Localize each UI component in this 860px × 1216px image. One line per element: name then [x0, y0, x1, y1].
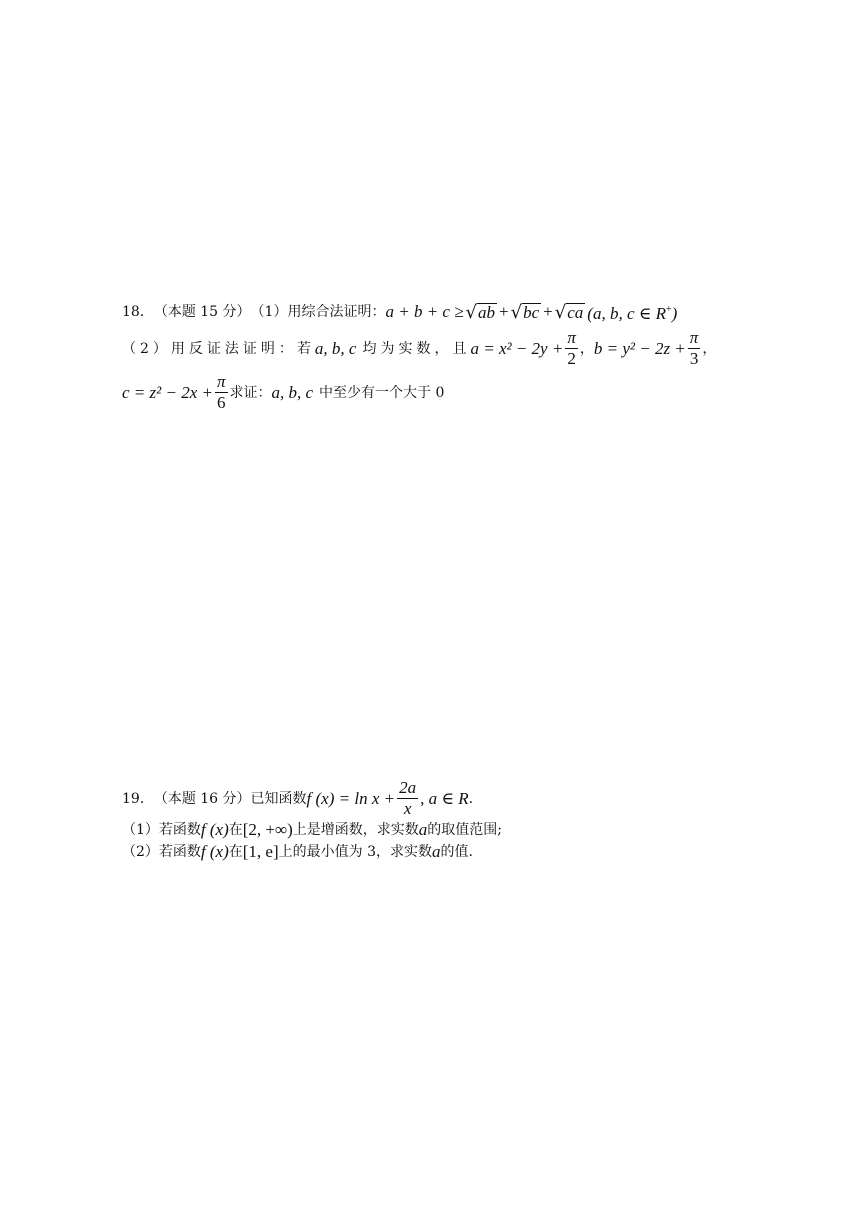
- q19-func-tail: , a ∈ R: [420, 788, 469, 808]
- q18-part1-prefix: （1）用综合法证明：: [250, 304, 386, 320]
- q19-p2-interval: [1, e]: [242, 842, 279, 861]
- q19-line2: [122, 820, 502, 840]
- q19-p2-mid: 上的最小值为 3，求实数: [278, 844, 432, 860]
- q19-score: （本题 16 分）: [153, 790, 251, 807]
- q19-p1-interval: [2, +∞): [242, 820, 293, 839]
- eq-b-lhs: b = y² − 2z +: [593, 338, 686, 358]
- q18-part2-mid: 均为实数，且: [362, 340, 471, 357]
- q18-line1: [122, 300, 677, 324]
- q19-line3: [122, 842, 473, 862]
- q18-end: 中至少有一个大于 0: [319, 384, 445, 401]
- q19-p2-f: f (x): [200, 842, 229, 861]
- q19-intro: 已知函数: [250, 790, 307, 807]
- q19-p1-end: 的取值范围;: [427, 822, 503, 838]
- q18-condition: (a, b, c ∈ R+): [587, 304, 678, 323]
- sqrt-ca: √ ca: [554, 301, 584, 323]
- q18-part2-prefix: （2）用反证法证明：若: [122, 340, 315, 357]
- q19-number: 19．: [122, 790, 154, 807]
- q19-func-lhs: f (x) = ln x +: [306, 788, 396, 808]
- q19-p1-prefix: （1）若函数: [122, 822, 201, 838]
- plus-1: +: [499, 302, 509, 321]
- q18-vars2: a, b, c: [271, 382, 314, 402]
- eq-c-frac: $\frac{\pi}{6}$: [216, 372, 226, 412]
- q19-p1-in: 在: [228, 822, 243, 838]
- q18-part1-lhs: a + b + c ≥: [385, 302, 464, 321]
- q19-p2-in: 在: [228, 844, 243, 860]
- q19-p1-mid: 上是增函数，求实数: [292, 822, 419, 838]
- q19-p2-a: a: [432, 842, 441, 861]
- q19-p2-prefix: （2）若函数: [122, 844, 201, 860]
- q18-number: 18．: [122, 304, 154, 320]
- q19-line1: [122, 778, 483, 819]
- q18-score: （本题 15 分）: [153, 304, 251, 320]
- eq-c-lhs: c = z² − 2x +: [122, 382, 213, 402]
- q18-line3: [122, 372, 444, 413]
- sqrt-bc: √ bc: [510, 301, 540, 323]
- q18-prove: 求证：: [229, 384, 272, 401]
- eq-a-lhs: a = x² − 2y +: [470, 338, 564, 358]
- q19-period: ．: [468, 790, 483, 807]
- q18-line2: [122, 328, 716, 369]
- eq-b-frac: $\frac{\pi}{3}$: [689, 328, 699, 368]
- plus-2: +: [543, 302, 553, 321]
- q18-part2-vars: a, b, c: [314, 338, 357, 358]
- q19-frac: $\frac{2a}{x}$: [399, 778, 417, 818]
- q19-p1-a: a: [418, 820, 428, 839]
- comma-2: ，: [702, 340, 717, 357]
- comma-1: ，: [579, 340, 594, 357]
- q19-p1-f: f (x): [200, 820, 229, 839]
- q19-p2-end: 的值.: [440, 844, 473, 860]
- eq-a-frac: $\frac{\pi}{2}$: [567, 328, 576, 368]
- sqrt-ab: √ ab: [465, 301, 496, 323]
